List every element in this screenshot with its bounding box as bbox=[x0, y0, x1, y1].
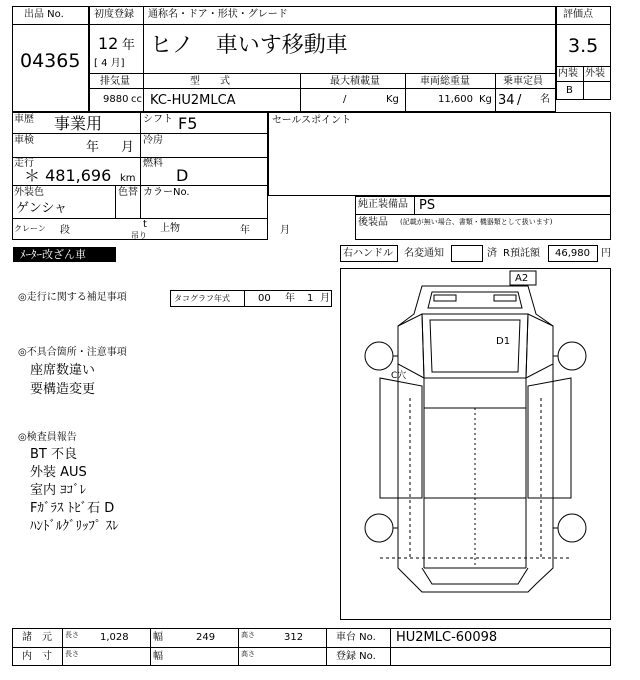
inspector-item-1: 外装 AUS bbox=[30, 465, 87, 480]
defects-heading: ◎不具合箇所・注意事項 bbox=[18, 347, 127, 358]
tachograph-year-unit: 年 bbox=[285, 293, 295, 304]
shift-label: シフト bbox=[143, 114, 173, 125]
defect-item-1: 要構造変更 bbox=[30, 382, 96, 397]
height-label: 高さ bbox=[241, 631, 255, 639]
displacement-unit: cc bbox=[131, 94, 142, 105]
gross-weight-value: 11,600 bbox=[438, 94, 473, 105]
grade-label: 評価点 bbox=[563, 9, 593, 20]
capacity-sep: / bbox=[517, 93, 522, 108]
gross-weight-label: 車両総重量 bbox=[420, 76, 470, 87]
recycle-amount: 46,980 bbox=[555, 248, 590, 259]
travel-heading: ◎走行に関する補足事項 bbox=[18, 292, 127, 303]
inspector-item-4: ﾊﾝﾄﾞﾙｸﾞﾘｯﾌﾟ ｽﾚ bbox=[30, 519, 119, 534]
lift-label: 上物 bbox=[160, 223, 180, 234]
grade-value: 3.5 bbox=[568, 35, 599, 57]
chassis-number: HU2MLC-60098 bbox=[396, 630, 498, 645]
capacity-label: 乗車定員 bbox=[503, 76, 543, 87]
inner-label: 内 寸 bbox=[22, 651, 52, 662]
height-label-inner: 高さ bbox=[241, 650, 255, 658]
width-value: 249 bbox=[196, 632, 216, 643]
length-label-inner: 長さ bbox=[65, 650, 79, 658]
model-value: KC-HU2MLCA bbox=[150, 93, 236, 108]
height-value: 312 bbox=[284, 632, 304, 643]
lot-label: 出品 No. bbox=[24, 9, 64, 20]
fuel-label: 燃料 bbox=[143, 158, 163, 169]
car-name: ヒノ 車いす移動車 bbox=[150, 33, 348, 58]
mileage-value: ＊ 481,696 bbox=[24, 166, 112, 185]
mark-d1: D1 bbox=[496, 336, 511, 347]
aftermarket-label: 後装品 bbox=[358, 217, 388, 228]
history-value: 事業用 bbox=[54, 114, 103, 133]
equipment-label: 純正装備品 bbox=[358, 199, 408, 210]
first-reg-label: 初度登録 bbox=[94, 9, 134, 20]
specs-label: 諸 元 bbox=[22, 632, 52, 643]
inspector-item-2: 室内 ﾖｺﾞﾚ bbox=[30, 483, 87, 498]
inspection-label: 車検 bbox=[14, 135, 34, 146]
displacement-label: 排気量 bbox=[100, 76, 130, 87]
name-change-box bbox=[451, 245, 483, 262]
width-label: 幅 bbox=[153, 632, 163, 643]
recycle-label: R預託額 bbox=[503, 248, 540, 259]
capacity-unit: 名 bbox=[540, 94, 550, 105]
inspection-month: 月 bbox=[121, 140, 135, 155]
crane-hoist: 吊り bbox=[131, 231, 147, 240]
defect-item-0: 座席数違い bbox=[30, 363, 96, 378]
lift-month: 月 bbox=[280, 225, 290, 236]
recycle-prefix: 済 bbox=[487, 248, 497, 259]
inspection-year: 年 bbox=[86, 140, 100, 155]
length-label: 長さ bbox=[65, 631, 79, 639]
lift-year: 年 bbox=[240, 225, 250, 236]
width-label-inner: 幅 bbox=[153, 651, 163, 662]
mark-a2: A2 bbox=[515, 273, 529, 284]
ac-label: 冷房 bbox=[143, 135, 163, 146]
history-label: 車歴 bbox=[14, 114, 34, 125]
name-change-label: 名変通知 bbox=[404, 248, 444, 259]
inspector-heading: ◎検査員報告 bbox=[18, 432, 77, 443]
shift-value: F5 bbox=[178, 114, 198, 133]
interior-label: 内装 bbox=[558, 68, 578, 79]
vehicle-diagram bbox=[340, 268, 611, 620]
color-no-label: 色替 bbox=[118, 187, 138, 198]
inspector-item-0: BT 不良 bbox=[30, 447, 77, 462]
inspector-item-3: Fｶﾞﾗｽ ﾄﾋﾞ石 D bbox=[30, 501, 115, 516]
first-reg-year: 12 bbox=[98, 34, 119, 53]
mileage-label: 走行 bbox=[14, 158, 34, 169]
model-label: 型 式 bbox=[190, 76, 230, 87]
crane-stage: 段 bbox=[60, 225, 70, 236]
color-label: 外装色 bbox=[14, 187, 44, 198]
equipment-value: PS bbox=[419, 198, 436, 213]
chassis-label: 車台 No. bbox=[336, 632, 376, 643]
tamper-note: ﾒｰﾀｰ改ざん車 bbox=[20, 248, 86, 261]
drive-side: 右ハンドル bbox=[343, 248, 393, 259]
first-reg-year-unit: 年 bbox=[122, 38, 136, 53]
crane-ton: t bbox=[143, 219, 147, 230]
first-reg-month: [ 4 月] bbox=[94, 58, 125, 69]
max-load-unit: Kg bbox=[386, 94, 399, 105]
color-value: ゲンシャ bbox=[16, 201, 68, 216]
max-load-label: 最大積載量 bbox=[330, 76, 380, 87]
mileage-unit: km bbox=[120, 173, 136, 184]
reg-label: 登録 No. bbox=[336, 651, 376, 662]
tachograph-month: 1 bbox=[307, 293, 314, 304]
interior-grade: B bbox=[566, 85, 573, 96]
recycle-unit: 円 bbox=[601, 248, 611, 259]
sales-point-label: セールスポイント bbox=[272, 115, 352, 126]
car-name-label: 通称名・ドア・形状・グレード bbox=[148, 9, 288, 20]
length-value: 1,028 bbox=[100, 632, 129, 643]
tachograph-label: タコグラフ年式 bbox=[174, 294, 230, 303]
displacement-value: 9880 bbox=[103, 94, 129, 105]
max-load-value: / bbox=[343, 94, 347, 105]
aftermarket-note: (記載が無い場合、書類・機器類として扱います) bbox=[400, 218, 553, 226]
gross-weight-unit: Kg bbox=[479, 94, 492, 105]
tachograph-year: 00 bbox=[258, 293, 271, 304]
exterior-label: 外装 bbox=[585, 68, 605, 79]
tachograph-month-unit: 月 bbox=[320, 293, 330, 304]
lot-number: 04365 bbox=[20, 50, 81, 72]
color-code-label: カラーNo. bbox=[143, 187, 190, 198]
fuel-value: D bbox=[176, 166, 189, 185]
capacity-value: 34 bbox=[498, 93, 515, 108]
mark-c-hole: C穴 bbox=[391, 371, 407, 381]
crane-label: クレーン bbox=[14, 224, 46, 233]
